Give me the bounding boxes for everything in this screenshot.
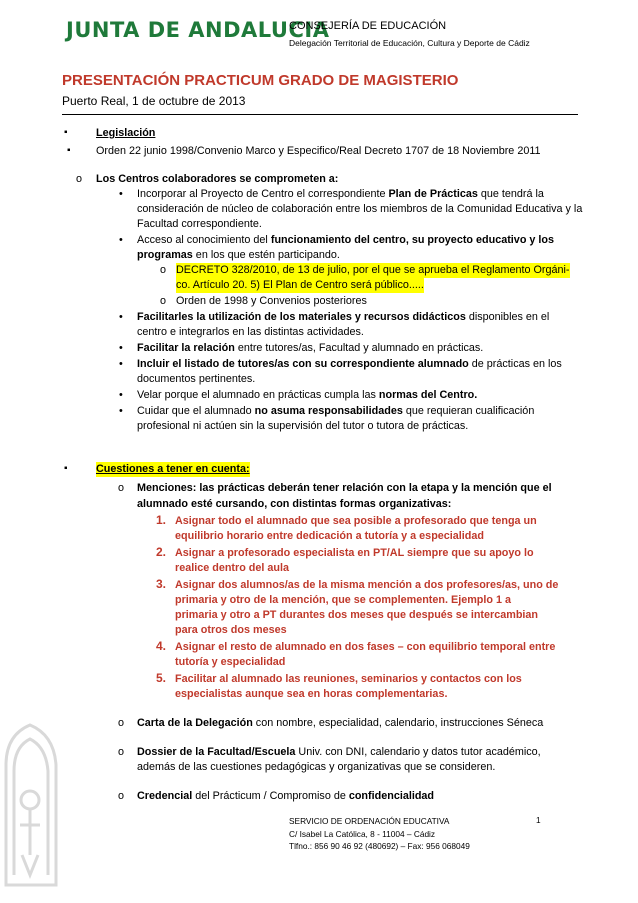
circle-bullet: o	[118, 482, 125, 494]
commitment-list: Incluir el listado de tutores/as con su correspondiente alumnado de prácticas en los	[137, 358, 562, 370]
org-item-5-2: especialistas aunque sea en horas complementarias.	[175, 688, 448, 700]
commitment-plan-3: Facultad correspondiente.	[137, 218, 262, 230]
ministry-name: CONSEJERÍA DE EDUCACIÓN	[289, 20, 447, 32]
dot-bullet: •	[119, 342, 123, 354]
commitment-plan-2: consideración de núcleo de colaboración entre los miembros de la Comunidad Educativa y la	[137, 203, 583, 215]
dossier-facultad: Dossier de la Facultad/Escuela Univ. con DNI, calendario y datos tutor académico,	[137, 746, 541, 758]
circle-bullet: o	[118, 746, 125, 758]
dot-bullet: •	[119, 389, 123, 401]
org-item-3-4: para otros dos meses	[175, 624, 287, 636]
title-divider	[62, 114, 578, 115]
commitment-norms: Velar porque el alumnado en prácticas cumpla las normas del Centro.	[137, 389, 478, 401]
dot-bullet: •	[119, 188, 123, 200]
decreto-highlight-2: co. Artículo 20. 5) El Plan de Centro será público.....	[176, 279, 424, 291]
footer-address: SERVICIO DE ORDENACIÓN EDUCATIVA C/ Isabel La Católica, 8 - 11004 – Cádiz Tlfno.: 856 90 46 92 (480692) – Fax: 956 068049	[289, 816, 470, 851]
org-item-3-3: primaria y otro a PT durantes dos meses que después se intercambian	[175, 609, 539, 621]
org-item-4: Asignar el resto de alumnado en dos fases – con equilibrio temporal entre	[175, 641, 556, 653]
org-item-2: Asignar a profesorado especialista en PT/AL siempre que su apoyo lo	[175, 547, 534, 559]
item-number: 4.	[156, 639, 167, 653]
item-number: 5.	[156, 671, 167, 685]
carta-delegacion: Carta de la Delegación con nombre, especialidad, calendario, instrucciones Séneca	[137, 717, 544, 729]
commitment-list-2: documentos pertinentes.	[137, 373, 256, 385]
square-bullet: ▪	[67, 145, 71, 156]
credencial: Credencial del Prácticum / Compromiso de confidencialidad	[137, 790, 435, 802]
commitment-responsibility: Cuidar que el alumnado no asuma responsabilidades que requieran cualificación	[137, 405, 535, 417]
circle-bullet: o	[118, 717, 125, 729]
dot-bullet: •	[119, 311, 123, 323]
circle-bullet: o	[76, 173, 83, 185]
commitment-materials: Facilitarles la utilización de los materiales y recursos didácticos disponibles en el	[137, 311, 550, 323]
square-bullet: ▪	[64, 127, 68, 138]
menciones-text-2: alumnado esté cursando, con distintas formas organizativas:	[137, 498, 452, 510]
commitment-access-2: programas en los que estén participando.	[137, 249, 340, 261]
circle-bullet: o	[160, 264, 167, 276]
org-item-1: Asignar todo el alumnado que sea posible a profesorado que tenga un	[175, 515, 537, 527]
item-number: 1.	[156, 513, 167, 527]
item-number: 2.	[156, 545, 167, 559]
commitment-materials-2: centro e integrarlos en las distintas actividades.	[137, 326, 364, 338]
document-date: Puerto Real, 1 de octubre de 2013	[62, 94, 246, 108]
menciones-text: Menciones: las prácticas deberán tener relación con la etapa y la mención que el	[137, 482, 552, 494]
page-number: 1	[536, 815, 541, 825]
document-title: PRESENTACIÓN PRACTICUM GRADO DE MAGISTERIO	[62, 72, 459, 89]
circle-bullet: o	[160, 295, 167, 307]
dot-bullet: •	[119, 405, 123, 417]
commitment-plan: Incorporar al Proyecto de Centro el correspondiente Plan de Prácticas que tendrá la	[137, 188, 544, 200]
delegation-name: Delegación Territorial de Educación, Cultura y Deporte de Cádiz	[289, 38, 530, 48]
circle-bullet: o	[118, 790, 125, 802]
dot-bullet: •	[119, 234, 123, 246]
commitment-access: Acceso al conocimiento del funcionamiento del centro, su proyecto educativo y los	[137, 234, 555, 246]
org-item-3: Asignar dos alumnos/as de la misma mención a dos profesores/as, uno de	[175, 579, 559, 591]
org-item-5: Facilitar al alumnado las reuniones, seminarios y contactos con los	[175, 673, 522, 685]
orden-1998: Orden de 1998 y Convenios posteriores	[176, 295, 367, 307]
org-item-3-2: primaria y otro de la mención, que se complementen. Ejemplo 1 a	[175, 594, 512, 606]
order-line: Orden 22 junio 1998/Convenio Marco y Especifico/Real Decreto 1707 de 18 Noviembre 2011	[96, 145, 541, 157]
commitment-relation: Facilitar la relación entre tutores/as, Facultad y alumnado en prácticas.	[137, 342, 484, 354]
dot-bullet: •	[119, 358, 123, 370]
legislacion-heading: Legislación	[96, 127, 156, 139]
junta-logo-text: JUNTA DE ANDALUCIA	[66, 18, 330, 42]
centros-heading: Los Centros colaboradores se comprometen a:	[96, 173, 339, 185]
item-number: 3.	[156, 577, 167, 591]
square-bullet: ▪	[64, 463, 68, 474]
dossier-facultad-2: además de las cuestiones pedagógicas y organizativas que se consideren.	[137, 761, 496, 773]
cuestiones-heading: Cuestiones a tener en cuenta:	[96, 463, 250, 475]
commitment-responsibility-2: profesional ni actúen sin la supervisión del tutor o tutora de prácticas.	[137, 420, 469, 432]
org-item-4-2: tutoría y especialidad	[175, 656, 286, 668]
andalucia-emblem-watermark	[0, 705, 62, 895]
decreto-highlight: DECRETO 328/2010, de 13 de julio, por el que se aprueba el Reglamento Orgáni-	[176, 264, 570, 276]
org-item-1-2: equilibrio horario entre dedicación a tutoría y a especialidad	[175, 530, 484, 542]
org-item-2-2: realice dentro del aula	[175, 562, 290, 574]
